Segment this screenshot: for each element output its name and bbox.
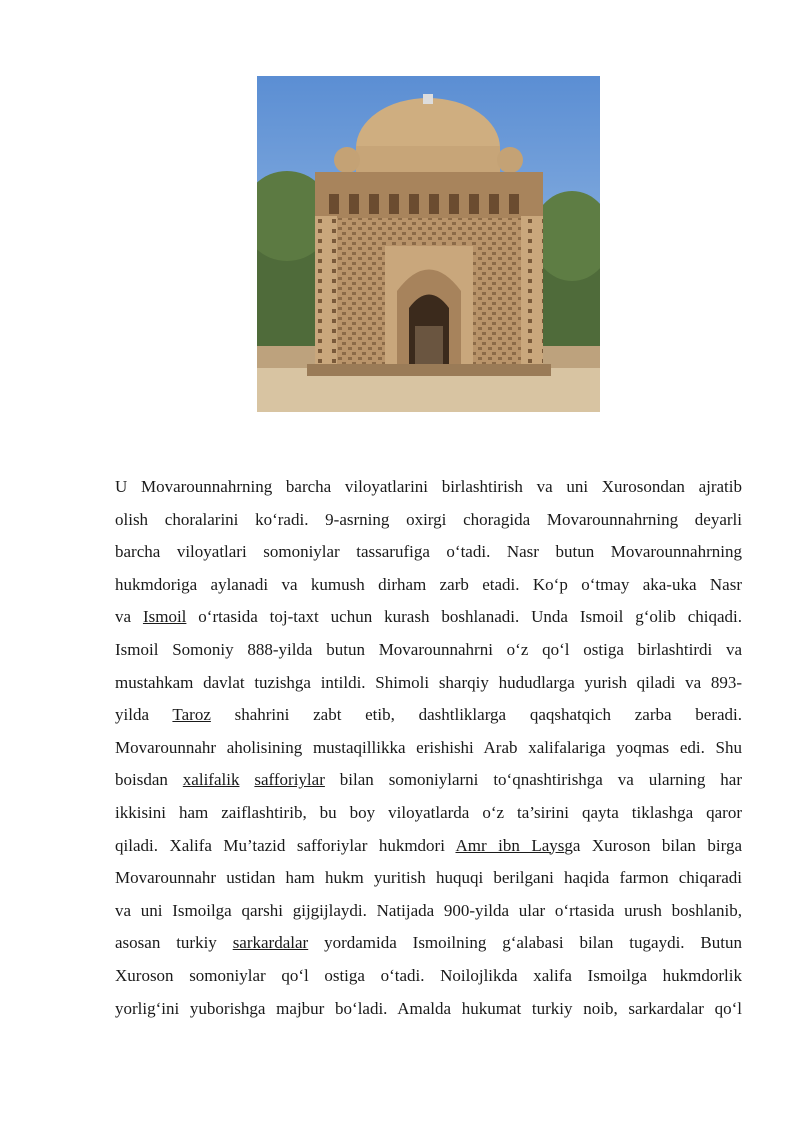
link-xalifalik[interactable]: xalifalik [182, 770, 240, 790]
text-segment: yordamida Ismoilning g‘alabasi bilan tugaydi. Butun [308, 933, 742, 953]
text-line: olish choralarini ko‘radi. 9-asrning oxirgi choragida Movarounnahrning deyarli [115, 509, 742, 529]
text-segment: bilan somoniylarni to‘qnashtirishga va ularning har [324, 770, 742, 790]
text-segment [239, 770, 254, 789]
text-line: Movarounnahr aholisining mustaqillikka erishishi Arab xalifalariga yoqmas edi. Shu [115, 737, 742, 757]
text-line: ikkisini ham zaiflashtirib, bu boy viloyatlarda o‘z ta’sirini qayta tiklashga qaror [115, 802, 742, 822]
link-sarkardalar[interactable]: sarkardalar [232, 933, 309, 953]
text-segment: ga Xuroson bilan birga [564, 835, 743, 855]
text-line [115, 927, 742, 960]
text-segment: o‘rtasida toj-taxt uchun kurash boshlanadi. Unda Ismoil g‘olib chiqadi. [186, 607, 742, 627]
text-segment: yilda [115, 705, 173, 725]
text-line: yorlig‘ini yuborishga majbur bo‘ladi. Amalda hukumat turkiy noib, sarkardalar qo‘l [115, 998, 742, 1018]
link-safforiylar[interactable]: safforiylar [254, 770, 325, 790]
text-segment: boisdan [115, 770, 183, 790]
body-paragraph [115, 471, 742, 1025]
text-line: Ismoil Somoniy 888-yilda butun Movarounnahrni o‘z qo‘l ostiga birlashtirdi va [115, 639, 742, 659]
mausoleum-icon [257, 76, 600, 412]
text-line [115, 764, 742, 797]
text-line: barcha viloyatlari somoniylar tassarufiga o‘tadi. Nasr butun Movarounnahrning [115, 542, 742, 562]
text-line: hukmdoriga aylanadi va kumush dirham zarb etadi. Ko‘p o‘tmay aka-uka Nasr [115, 574, 742, 594]
text-line [115, 830, 742, 863]
link-taroz[interactable]: Taroz [172, 705, 211, 725]
mausoleum-photo [257, 76, 600, 412]
text-segment: va [115, 607, 143, 627]
text-line [115, 601, 742, 634]
text-line: mustahkam davlat tuzishga intildi. Shimoli sharqiy hududlarga yurish qiladi va 893- [115, 672, 742, 692]
text-line: Movarounnahr ustidan ham hukm yuritish huquqi berilgani haqida farmon chiqaradi [115, 868, 742, 888]
text-segment: asosan turkiy [115, 933, 233, 953]
text-line: Xuroson somoniylar qo‘l ostiga o‘tadi. Noilojlikda xalifa Ismoilga hukmdorlik [115, 965, 742, 985]
text-line [115, 699, 742, 732]
text-line: U Movarounnahrning barcha viloyatlarini birlashtirish va uni Xurosondan ajratib [115, 477, 742, 496]
text-segment: qiladi. Xalifa Mu’tazid safforiylar hukmdori [115, 835, 456, 855]
text-segment: shahrini zabt etib, dashtliklarga qaqshatqich zarba beradi. [210, 705, 743, 725]
link-ismoil[interactable]: Ismoil [142, 607, 187, 627]
link-amr-ibn-lays[interactable]: Amr ibn Lays [455, 835, 565, 855]
text-line: va uni Ismoilga qarshi gijgijlaydi. Natijada 900-yilda ular o‘rtasida urush boshlanib, [115, 900, 742, 920]
